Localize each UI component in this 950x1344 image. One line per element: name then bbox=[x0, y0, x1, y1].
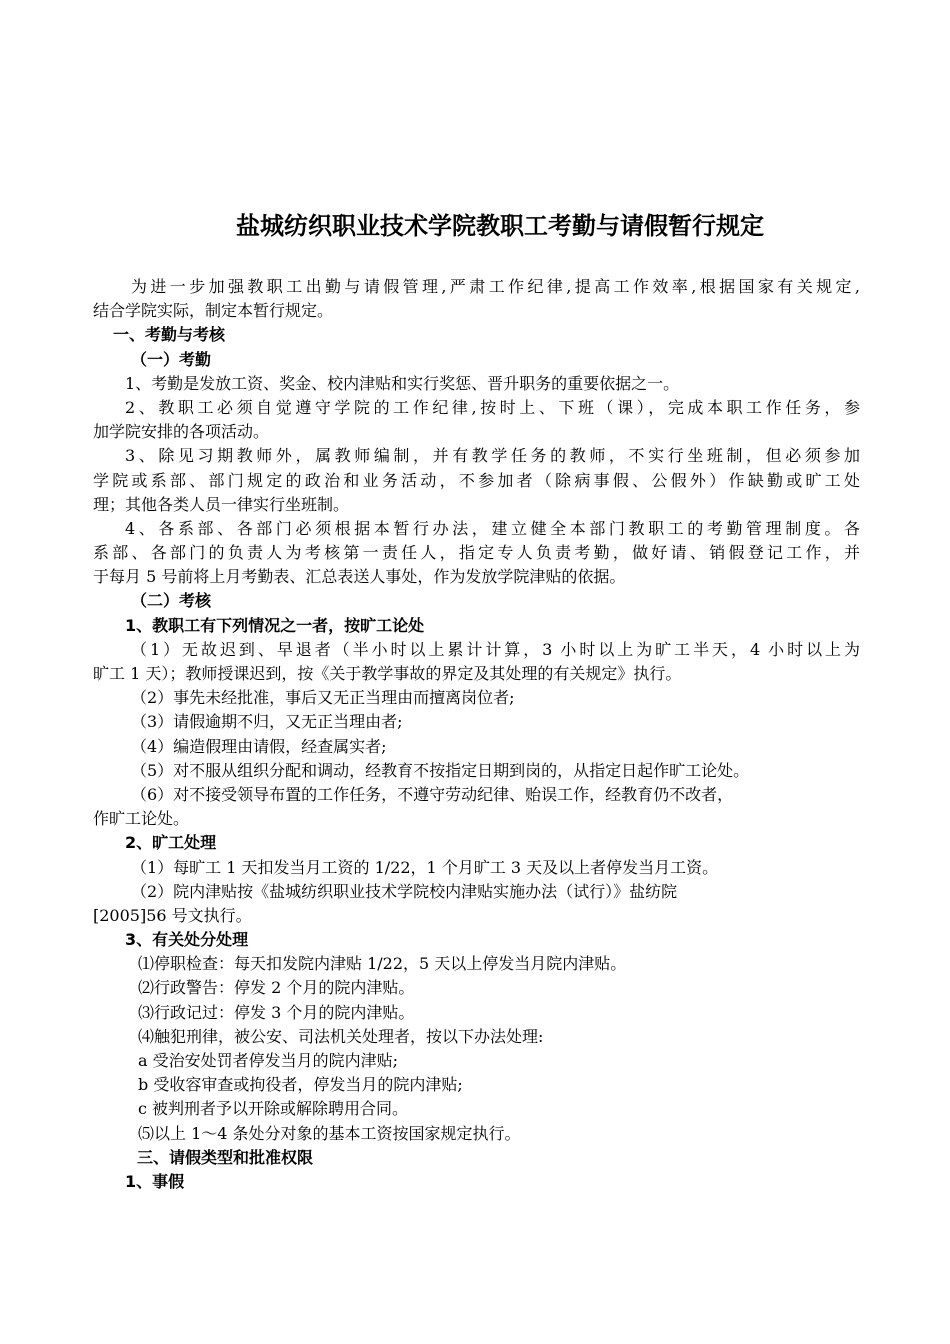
paragraph-line: 作旷工论处。 bbox=[93, 809, 190, 829]
subsection-heading: （一）考勤 bbox=[131, 349, 212, 369]
paragraph-line: 3、除见习期教师外，属教师编制，并有教学任务的教师，不实行坐班制，但必须参加 bbox=[125, 446, 860, 466]
paragraph-line: （3）请假逾期不归，又无正当理由者; bbox=[131, 712, 403, 732]
paragraph-line: 于每月 5 号前将上月考勤表、汇总表送人事处，作为发放学院津贴的依据。 bbox=[93, 567, 626, 587]
paragraph-line: 1、考勤是发放工资、奖金、校内津贴和实行奖惩、晋升职务的重要依据之一。 bbox=[125, 373, 680, 393]
paragraph-line: （4）编造假理由请假，经查属实者; bbox=[131, 736, 387, 756]
paragraph-line: （1）无故迟到、早退者（半小时以上累计计算，3 小时以上为旷工半天，4 小时以上为 bbox=[131, 639, 860, 659]
paragraph-line: 系部、各部门的负责人为考核第一责任人，指定专人负责考勤，做好请、销假登记工作，并 bbox=[93, 543, 860, 563]
paragraph-line: [2005]56 号文执行。 bbox=[93, 905, 252, 925]
paragraph-line: （1）每旷工 1 天扣发当月工资的 1/22，1 个月旷工 3 天及以上者停发当月工资。 bbox=[131, 857, 719, 877]
paragraph-line: ⑶行政记过：停发 3 个月的院内津贴。 bbox=[138, 1002, 415, 1022]
item-heading: 2、旷工处理 bbox=[125, 833, 217, 853]
document-title: 盐城纺织职业技术学院教职工考勤与请假暂行规定 bbox=[236, 212, 764, 240]
item-heading: 3、有关处分处理 bbox=[125, 930, 249, 950]
paragraph-line: （6）对不接受领导布置的工作任务，不遵守劳动纪律、贻误工作，经教育仍不改者， bbox=[131, 784, 734, 804]
paragraph-line: 学院或系部、部门规定的政治和业务活动，不参加者（除病事假、公假外）作缺勤或旷工处 bbox=[93, 470, 860, 490]
paragraph-line: c 被判刑者予以开除或解除聘用合同。 bbox=[138, 1099, 409, 1119]
paragraph-line: （2）事先未经批准，事后又无正当理由而擅离岗位者; bbox=[131, 688, 515, 708]
section-heading: 一、考勤与考核 bbox=[113, 325, 226, 345]
paragraph-line: 2、教职工必须自觉遵守学院的工作纪律,按时上、下班（课），完成本职工作任务，参 bbox=[125, 397, 860, 417]
paragraph-line: 为进一步加强教职工出勤与请假管理,严肃工作纪律,提高工作效率,根据国家有关规定, bbox=[131, 277, 860, 296]
item-heading: 1、教职工有下列情况之一者，按旷工论处 bbox=[125, 615, 425, 635]
paragraph-line: 4、各系部、各部门必须根据本暂行办法，建立健全本部门教职工的考勤管理制度。各 bbox=[125, 518, 860, 538]
paragraph-line: ⑵行政警告：停发 2 个月的院内津贴。 bbox=[138, 978, 415, 998]
paragraph-line: a 受治安处罚者停发当月的院内津贴; bbox=[138, 1051, 399, 1070]
paragraph-line: （2）院内津贴按《盐城纺织职业技术学院校内津贴实施办法（试行）》盐纺院 bbox=[131, 881, 678, 901]
paragraph-line: 理；其他各类人员一律实行坐班制。 bbox=[93, 494, 350, 514]
paragraph-line: ⑸以上 1～4 条处分对象的基本工资按国家规定执行。 bbox=[138, 1123, 521, 1143]
paragraph-line: （5）对不服从组织分配和调动，经教育不按指定日期到岗的，从指定日起作旷工论处。 bbox=[131, 760, 750, 780]
paragraph-line: ⑷触犯刑律，被公安、司法机关处理者，按以下办法处理: bbox=[138, 1026, 544, 1046]
paragraph-line: 旷工 1 天）；教师授课迟到，按《关于教学事故的界定及其处理的有关规定》执行。 bbox=[93, 664, 682, 683]
document-body bbox=[93, 275, 860, 1194]
item-heading: 1、事假 bbox=[125, 1171, 185, 1191]
paragraph-line: b 受收容审查或拘役者，停发当月的院内津贴; bbox=[138, 1075, 463, 1095]
subsection-heading: （二）考核 bbox=[131, 591, 212, 611]
section-heading: 三、请假类型和批准权限 bbox=[137, 1147, 314, 1167]
paragraph-line: ⑴停职检查：每天扣发院内津贴 1/22，5 天以上停发当月院内津贴。 bbox=[138, 954, 627, 974]
paragraph-line: 加学院安排的各项活动。 bbox=[93, 422, 270, 442]
paragraph-line: 结合学院实际，制定本暂行规定。 bbox=[93, 301, 334, 321]
